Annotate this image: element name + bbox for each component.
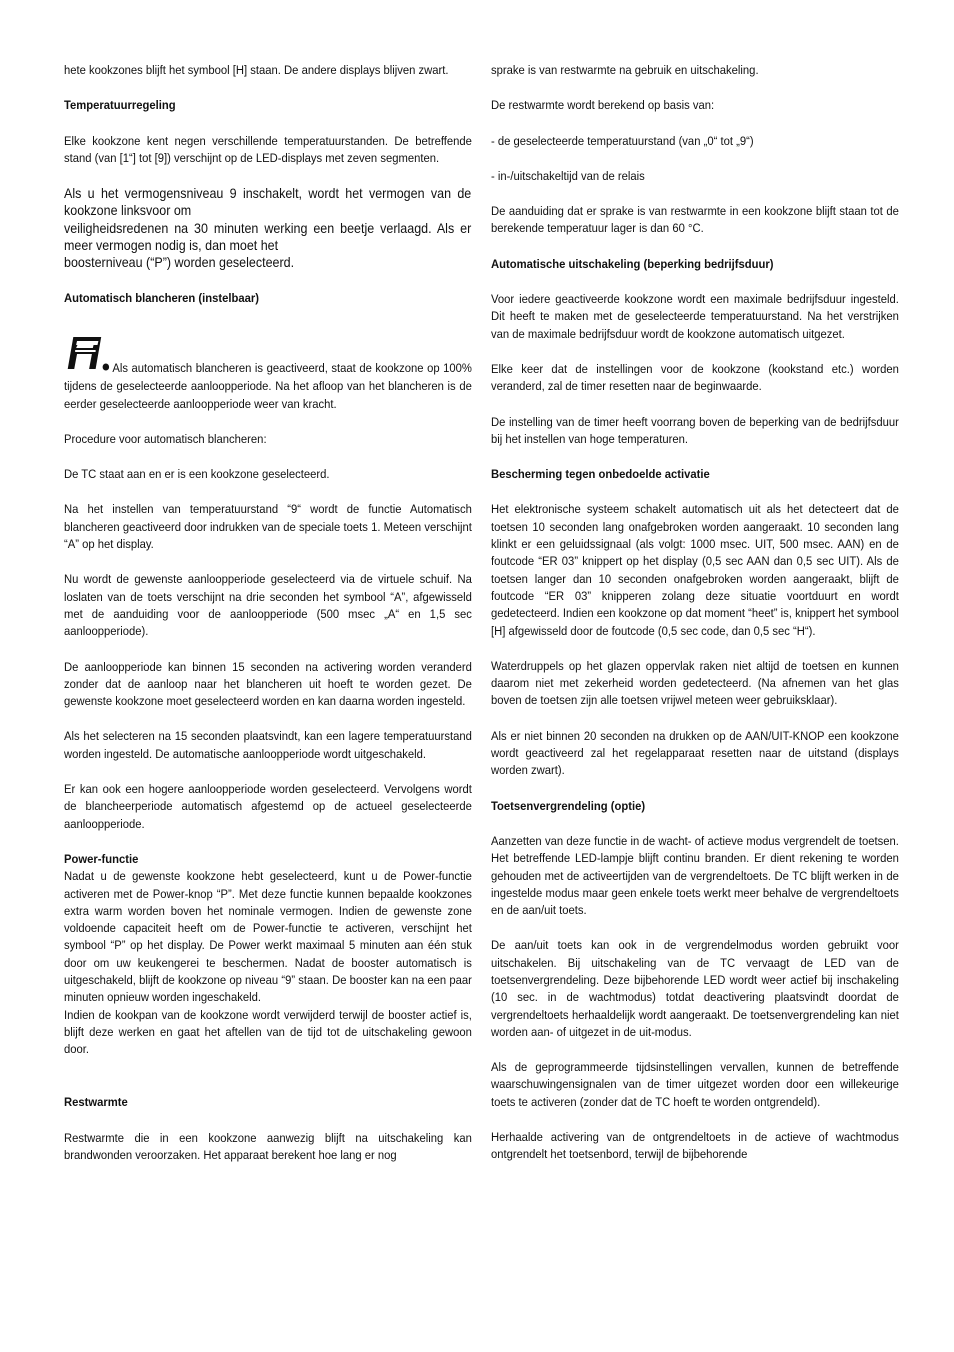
paragraph-after-setting: Na het instellen van temperatuurstand “9“ wordt de functie Automatisch blancheren geactiveerd door indrukken van de speciale toets 1. Meteen verschijnt “A” op het display. xyxy=(64,502,472,552)
paragraph-after-15-seconds: Als het selecteren na 15 seconden plaatsvindt, kan een lagere temperatuurstand worden ingesteld. De automatische aanloopperiode wordt uitgeschakeld. xyxy=(64,729,472,761)
paragraph-auto-shutoff-1: Voor iedere geactiveerde kookzone wordt een maximale bedrijfsduur ingesteld. Dit heeft te maken met de geselecteerde temperatuurstand. Na het verstrijken van de maximale bedrijfsduur wordt de kookzone automatisch uitgezet. xyxy=(491,292,899,341)
paragraph-key-lock-3: Als de geprogrammeerde tijdsinstellingen vervallen, kunnen de betreffende waarschuwingensignalen van de timer uitgezet worden door een willekeurige toets te activeren (zonder dat de TC hoeft te worden ontgrendeld). xyxy=(491,1060,899,1109)
paragraph-select-period: Nu wordt de gewenste aanloopperiode geselecteerd via de virtuele schuif. Na loslaten van de toets verschijnt na drie seconden het symbool “A”, afgewisseld met de aanduiding voor de aanloopperiode (500 msec „A“ en 1,5 sec aanloopperiode). xyxy=(64,572,472,639)
paragraph-protection-1: Het elektronische systeem schakelt automatisch uit als het detecteert dat de toetsen 10 seconden lang onafgebroken worden aangeraakt. 10 seconden lang klinkt er een geluidssignaal (als volgt: 1000 msec. UIT, 500 msec. AAN) en de foutcode “ER 03” knippert op het display (0,5 sec AAN dan 0,5 sec UIT). Als de toetsen langer dan 10 seconden onafgebroken worden aangeraakt, blijft de foutcode “ER 03” knipperen zolang deze situatie voortduurt en wordt gedetecteerd. Indien een kookzone op dat moment “heet” is, knippert het symbool [H] afgewisseld door de foutcode (0,5 sec code, dan 0,5 sec “H“). xyxy=(491,502,899,638)
paragraph-procedure: Procedure voor automatisch blancheren: xyxy=(64,431,267,446)
heading-unintended-activation: Bescherming tegen onbedoelde activatie xyxy=(491,467,710,482)
paragraph-higher-period: Er kan ook een hogere aanloopperiode worden geselecteerd. Vervolgens wordt de blancheerperiode automatisch afgestemd op de actueel geselecteerde aanloopperiode. xyxy=(64,782,472,831)
paragraph-hot-zones: hete kookzones blijft het symbool [H] staan. De andere displays blijven zwart. xyxy=(64,63,449,77)
paragraph-auto-blanching xyxy=(64,329,472,413)
paragraph-protection-2: Waterdruppels op het glazen oppervlak raken niet altijd de toetsen en kunnen daarom niet met zekerheid worden gedetecteerd. (Na afnemen van het glas boven de toetsen zijn alle toetsen vrijwel meteen weer gebruiksklaar). xyxy=(491,658,899,708)
paragraph-tc-on: De TC staat aan en er is een kookzone geselecteerd. xyxy=(64,467,330,482)
paragraph-power9-line1: Als u het vermogensniveau 9 inschakelt, wordt het vermogen van de kookzone linksvoor om xyxy=(64,186,472,219)
heading-auto-shutoff: Automatische uitschakeling (beperking bedrijfsduur) xyxy=(491,256,774,271)
paragraph-15-seconds: De aanloopperiode kan binnen 15 seconden na activering worden veranderd zonder dat de aanloop naar het blancheren uit hoeft te worden gezet. De gewenste kookzone moet geselecteerd worden en kan daarna worden ingesteld. xyxy=(64,659,472,709)
paragraph-key-lock-2: De aan/uit toets kan ook in de vergrendelmodus worden gebruikt voor uitschakelen. Bij uitschakeling van de TC vervaagt de LED van de toetsenvergrendeling. Deze bijbehorende LED wordt weer actief bij inschakeling (10 sec. in de wachtmodus) totdat deactivering plaatsvindt doordat de vergrendeltoets herhaaldelijk wordt aangeraakt. De toetsenvergrendeling kan niet worden aan- of uitgezet in de uit-modus. xyxy=(491,938,899,1039)
paragraph-power9-line2: veiligheidsredenen na 30 minuten werking een beetje verlaagd. Als er meer vermogen nodig is, dan moet het xyxy=(64,220,472,254)
heading-power-function: Power-functie xyxy=(64,851,139,866)
paragraph-power9-line3: boosterniveau (“P”) worden geselecteerd. xyxy=(64,255,295,271)
heading-key-lock: Toetsenvergrendeling (optie) xyxy=(491,798,646,813)
left-column xyxy=(64,62,472,1164)
paragraph-basis-relay: - in-/uitschakeltijd van de relais xyxy=(491,168,645,183)
paragraph-residual-continued: sprake is van restwarmte na gebruik en uitschakeling. xyxy=(491,63,759,77)
paragraph-power-pan-removed: Indien de kookpan van de kookzone wordt verwijderd terwijl de booster actief is, blijft deze werken en gaat het aftellen van de tijd tot de uitschakeling gewoon door. xyxy=(64,1007,472,1057)
display-a-icon xyxy=(64,329,111,378)
heading-temperature-control: Temperatuurregeling xyxy=(64,98,176,113)
paragraph-basis-temperature: - de geselecteerde temperatuurstand (van „0“ tot „9“) xyxy=(491,133,754,148)
paragraph-key-lock-1: Aanzetten van deze functie in de wacht- of actieve modus vergrendelt de toetsen. Het betreffende LED-lampje blijft continu branden. Er dient rekening te worden gehouden met de activeertijden van de vergrendeltoets. De TC blijft werken in de ingestelde modus maar geen enkele toets werkt meer behalve de vergrendeltoets en de aan/uit toets. xyxy=(491,833,899,918)
paragraph-protection-3: Als er niet binnen 20 seconden na drukken op de AAN/UIT-KNOP een kookzone wordt geactiveerd zal het regelapparaat resetten naar de uitstand (displays worden zwart). xyxy=(491,728,899,778)
heading-auto-blanching: Automatisch blancheren (instelbaar) xyxy=(64,290,259,305)
heading-residual-heat: Restwarmte xyxy=(64,1095,128,1110)
paragraph-auto-blanching-text: Als automatisch blancheren is geactiveerd, staat de kookzone op 100% tijdens de geselecteerde aanloopperiode. Na het afloop van het blancheren is de eerder geselecteerde aanloopperiode weer van kracht. xyxy=(64,360,472,411)
paragraph-residual-indicator: De aanduiding dat er sprake is van restwarmte in een kookzone blijft staan tot de berekende temperatuur lager is dan 60 °C. xyxy=(491,204,899,236)
paragraph-power-function: Nadat u de gewenste kookzone hebt geselecteerd, kunt u de Power-functie activeren met de Power-knop “P”. Met deze functie kunnen bepaalde kookzones extra warm worden boven het nominale vermogen. Indien de gewenste zone voldoende capaciteit heeft om de Power-functie te activeren, verschijnt het symbool “P” op het display. De Power werkt maximaal 5 minuten aan één stuk door om uw keukengerei te beschermen. Nadat de booster automatisch is uitgeschakeld, blijft de kookzone op niveau “9” staan. De booster kan na een paar minuten opnieuw worden ingeschakeld. xyxy=(64,869,472,1005)
paragraph-auto-shutoff-3: De instelling van de timer heeft voorrang boven de beperking van de bedrijfsduur bij het instellen van hoge temperaturen. xyxy=(491,414,899,446)
paragraph-auto-shutoff-2: Elke keer dat de instellingen voor de kookzone (kookstand etc.) worden veranderd, zal de timer resetten naar de beginwaarde. xyxy=(491,361,899,394)
paragraph-temperature-levels: Elke kookzone kent negen verschillende temperatuurstanden. De betreffende stand (van [1“] tot [9]) verschijnt op de LED-displays met zeven segmenten. xyxy=(64,133,472,165)
paragraph-residual-heat: Restwarmte die in een kookzone aanwezig blijft na uitschakeling kan brandwonden veroorzaken. Het apparaat berekent hoe lang er nog xyxy=(64,1130,472,1163)
paragraph-key-lock-4: Herhaalde activering van de ontgrendeltoets in de actieve of wachtmodus ontgrendelt het toetsenbord, terwijl de bijbehorende xyxy=(491,1130,899,1162)
paragraph-calculated-basis: De restwarmte wordt berekend op basis van: xyxy=(491,98,715,113)
right-column xyxy=(491,62,899,1164)
